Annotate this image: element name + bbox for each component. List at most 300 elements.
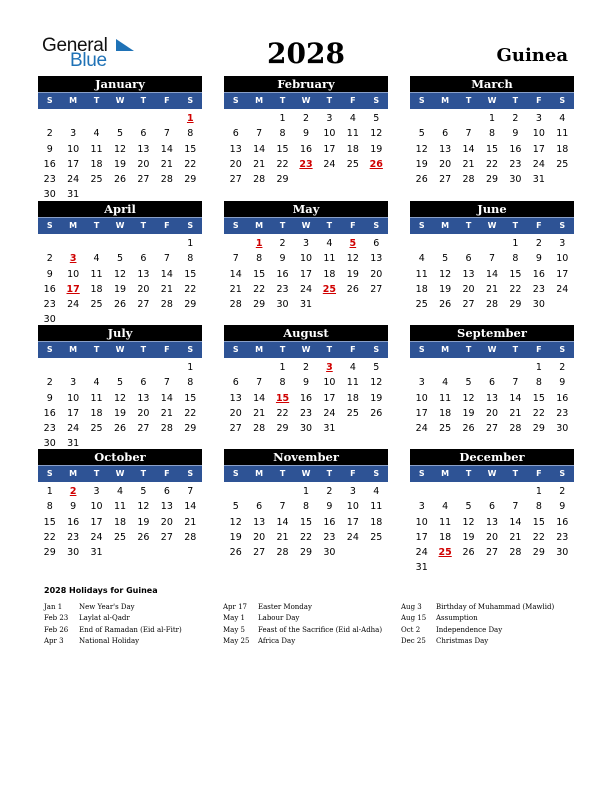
day-cell: 6	[232, 377, 239, 389]
weekday-label: T	[512, 221, 519, 230]
day-cell: 1	[279, 362, 286, 373]
holidays-title: 2028 Holidays for Guinea	[44, 586, 158, 595]
day-cell: 3	[93, 486, 100, 497]
day-cell: 28	[160, 299, 173, 311]
weekday-label: T	[326, 345, 333, 354]
weekday-header	[224, 217, 388, 234]
day-cell: 9	[46, 268, 53, 280]
day-cell: 12	[113, 143, 127, 155]
holiday-day: 3	[326, 362, 333, 373]
day-cell: 25	[113, 531, 127, 543]
month-title: September	[410, 325, 574, 341]
day-cell: 6	[465, 253, 472, 265]
day-cell: 12	[137, 501, 150, 513]
day-cell: 23	[509, 158, 522, 170]
day-cell: 27	[462, 299, 475, 311]
holiday-name: Easter Monday	[258, 603, 312, 611]
day-cell: 14	[509, 516, 522, 528]
day-cell: 20	[160, 516, 173, 528]
day-cell: 16	[67, 516, 80, 528]
day-cell: 27	[439, 174, 452, 186]
day-cell: 18	[439, 531, 452, 543]
day-cell: 10	[323, 377, 336, 389]
day-cell: 3	[326, 113, 333, 124]
month-title: November	[224, 449, 388, 465]
weekday-label: S	[187, 221, 194, 230]
day-cell: 6	[488, 377, 496, 389]
holiday-date: Apr 17	[223, 603, 248, 611]
day-cell: 2	[302, 113, 310, 124]
day-cell: 9	[559, 501, 566, 513]
day-cell: 7	[256, 377, 263, 389]
day-cell: 4	[418, 253, 425, 265]
day-cell: 29	[299, 547, 313, 559]
day-cell: 22	[184, 158, 197, 170]
day-cell: 22	[485, 158, 499, 170]
weekday-label: M	[255, 469, 264, 478]
day-cell: 17	[323, 143, 336, 155]
day-cell: 20	[485, 407, 499, 419]
day-cell: 28	[160, 174, 173, 186]
day-cell: 12	[462, 392, 475, 404]
day-cell: 15	[532, 516, 545, 528]
day-cell: 25	[90, 423, 103, 435]
day-cell: 16	[556, 392, 569, 404]
day-cell: 5	[373, 113, 380, 124]
day-cell: 25	[346, 407, 359, 419]
empty-cell	[433, 236, 456, 251]
day-cell: 30	[556, 423, 569, 435]
day-cell: 24	[532, 158, 545, 170]
day-cell: 22	[532, 531, 545, 543]
weekday-label: W	[115, 469, 125, 478]
day-cell: 27	[137, 423, 150, 435]
day-cell: 18	[323, 268, 336, 280]
month-february	[224, 76, 388, 187]
weekday-label: M	[441, 221, 450, 230]
empty-cell	[85, 360, 108, 375]
day-cell: 12	[439, 268, 452, 280]
day-cell: 4	[559, 113, 566, 124]
weekday-label: S	[418, 96, 425, 105]
holiday-day: 25	[438, 547, 452, 559]
empty-cell	[132, 236, 155, 251]
day-cell: 22	[184, 407, 197, 419]
weekday-label: F	[164, 221, 170, 230]
day-grid	[38, 111, 202, 203]
day-cell: 18	[439, 407, 452, 419]
day-cell: 26	[137, 531, 150, 543]
day-cell: 4	[442, 377, 449, 389]
day-cell: 21	[462, 158, 475, 170]
day-cell: 3	[418, 501, 425, 513]
day-cell: 28	[229, 299, 242, 311]
day-cell: 19	[462, 407, 475, 419]
day-cell: 11	[90, 268, 103, 280]
day-cell: 31	[532, 174, 545, 186]
day-cell: 28	[509, 547, 522, 559]
logo-general-text: General	[42, 35, 108, 56]
day-cell: 21	[253, 407, 266, 419]
weekday-header	[224, 92, 388, 109]
day-cell: 5	[116, 128, 124, 140]
day-cell: 4	[326, 238, 333, 249]
day-cell: 23	[43, 299, 56, 311]
holiday-date: May 1	[223, 614, 245, 623]
day-cell: 12	[415, 143, 428, 155]
day-cell: 24	[67, 174, 80, 186]
weekday-label: W	[487, 345, 497, 354]
day-cell: 5	[465, 501, 472, 513]
day-cell: 15	[253, 268, 266, 280]
day-cell: 14	[462, 143, 475, 155]
day-cell: 23	[556, 531, 569, 543]
day-cell: 8	[279, 128, 286, 140]
day-cell: 7	[256, 128, 263, 140]
day-cell: 2	[279, 238, 286, 249]
day-cell: 20	[253, 531, 266, 543]
day-cell: 31	[415, 562, 428, 574]
day-cell: 22	[253, 283, 266, 295]
day-cell: 7	[232, 253, 239, 265]
weekday-label: F	[536, 469, 542, 478]
day-grid	[224, 360, 388, 436]
holiday-name: Birthday of Muhammad (Mawlid)	[436, 603, 555, 611]
day-cell: 17	[556, 268, 569, 280]
holiday-day: 5	[349, 238, 357, 249]
day-cell: 2	[512, 113, 519, 124]
day-cell: 21	[253, 158, 266, 170]
weekday-label: M	[69, 469, 78, 478]
month-september	[410, 325, 574, 436]
day-cell: 5	[232, 501, 239, 513]
day-cell: 22	[509, 283, 522, 295]
month-october	[38, 449, 202, 560]
day-cell: 12	[370, 377, 383, 389]
day-cell: 12	[346, 253, 359, 265]
weekday-label: T	[279, 469, 286, 478]
day-cell: 29	[184, 174, 197, 186]
day-cell: 1	[535, 486, 542, 497]
day-cell: 6	[256, 501, 263, 513]
holiday-day: 23	[299, 158, 313, 170]
day-cell: 27	[253, 547, 266, 559]
empty-cell	[457, 484, 480, 499]
weekday-label: M	[69, 221, 78, 230]
day-cell: 13	[137, 143, 150, 155]
day-cell: 29	[532, 423, 545, 435]
weekday-header	[38, 465, 202, 482]
day-cell: 2	[559, 362, 566, 373]
empty-cell	[247, 360, 270, 375]
day-cell: 15	[184, 268, 197, 280]
day-cell: 16	[509, 143, 522, 155]
day-cell: 8	[512, 253, 519, 265]
day-cell: 9	[559, 377, 566, 389]
day-cell: 10	[67, 392, 80, 404]
day-cell: 11	[346, 128, 359, 140]
day-cell: 22	[184, 283, 197, 295]
day-cell: 23	[43, 423, 56, 435]
weekday-label: S	[559, 345, 566, 354]
day-cell: 9	[302, 377, 310, 389]
holiday-day: 25	[322, 283, 337, 295]
weekday-label: S	[46, 221, 53, 230]
day-cell: 8	[187, 128, 194, 140]
day-cell: 17	[415, 531, 428, 543]
day-cell: 13	[439, 143, 452, 155]
month-title: March	[410, 76, 574, 92]
holiday-date: Feb 23	[44, 614, 69, 623]
weekday-label: S	[373, 221, 380, 230]
day-cell: 20	[462, 283, 475, 295]
weekday-label: S	[559, 221, 566, 230]
day-cell: 9	[46, 392, 53, 404]
day-cell: 14	[485, 268, 499, 280]
weekday-label: T	[93, 221, 100, 230]
day-grid	[38, 360, 202, 452]
day-cell: 8	[302, 501, 310, 513]
day-cell: 29	[276, 423, 289, 435]
empty-cell	[38, 360, 61, 375]
holiday-date: Aug 3	[401, 603, 422, 611]
holiday-name: Assumption	[436, 614, 478, 623]
day-cell: 23	[556, 407, 569, 419]
holiday-name: Christmas Day	[436, 636, 489, 645]
day-grid	[410, 236, 574, 312]
day-cell: 1	[46, 486, 53, 497]
weekday-label: W	[301, 96, 311, 105]
day-cell: 16	[532, 268, 545, 280]
day-cell: 27	[229, 423, 242, 435]
day-cell: 17	[532, 143, 545, 155]
day-cell: 11	[323, 253, 336, 265]
weekday-label: W	[487, 469, 497, 478]
day-cell: 8	[187, 253, 194, 265]
empty-cell	[433, 360, 456, 375]
day-cell: 11	[113, 501, 127, 513]
day-cell: 24	[299, 283, 313, 295]
day-cell: 1	[302, 486, 310, 497]
empty-cell	[247, 484, 270, 499]
day-cell: 14	[160, 268, 173, 280]
day-grid	[38, 484, 202, 560]
day-cell: 13	[462, 268, 475, 280]
day-cell: 20	[229, 158, 242, 170]
day-cell: 22	[276, 407, 289, 419]
day-cell: 8	[187, 377, 194, 389]
day-cell: 20	[137, 283, 150, 295]
day-cell: 3	[70, 128, 77, 140]
day-cell: 28	[253, 174, 266, 186]
day-cell: 21	[160, 407, 173, 419]
weekday-label: T	[140, 469, 147, 478]
day-cell: 10	[299, 253, 313, 265]
day-cell: 29	[184, 299, 197, 311]
day-cell: 17	[346, 516, 359, 528]
day-cell: 22	[299, 531, 313, 543]
month-june	[410, 201, 574, 312]
day-cell: 25	[90, 299, 103, 311]
day-cell: 26	[462, 423, 475, 435]
day-cell: 24	[556, 283, 569, 295]
day-cell: 5	[465, 377, 472, 389]
logo-blue-text: Blue	[70, 50, 107, 71]
day-cell: 28	[462, 174, 475, 186]
empty-cell	[224, 360, 247, 375]
weekday-label: W	[301, 221, 311, 230]
day-cell: 8	[535, 501, 542, 513]
day-cell: 15	[184, 392, 197, 404]
day-cell: 23	[532, 283, 545, 295]
day-cell: 17	[90, 516, 103, 528]
day-cell: 21	[509, 531, 522, 543]
day-cell: 2	[302, 362, 310, 373]
empty-cell	[224, 236, 247, 251]
day-cell: 29	[509, 299, 522, 311]
day-cell: 25	[415, 299, 428, 311]
day-cell: 23	[67, 531, 80, 543]
day-cell: 18	[113, 516, 127, 528]
day-cell: 10	[323, 128, 336, 140]
month-title: July	[38, 325, 202, 341]
holiday-day: 26	[369, 158, 383, 170]
day-cell: 4	[93, 253, 100, 265]
day-cell: 21	[276, 531, 289, 543]
day-cell: 5	[373, 362, 380, 373]
weekday-label: S	[418, 345, 425, 354]
day-cell: 12	[229, 516, 242, 528]
day-cell: 20	[439, 158, 452, 170]
day-cell: 2	[535, 238, 542, 249]
day-cell: 10	[346, 501, 359, 513]
weekday-label: M	[69, 345, 78, 354]
day-cell: 28	[276, 547, 289, 559]
empty-cell	[480, 360, 503, 375]
day-cell: 27	[485, 547, 499, 559]
day-cell: 14	[253, 392, 266, 404]
day-cell: 5	[442, 253, 449, 265]
month-title: February	[224, 76, 388, 92]
weekday-label: T	[279, 345, 286, 354]
weekday-label: F	[350, 469, 356, 478]
empty-cell	[61, 236, 84, 251]
holiday-date: May 5	[223, 625, 245, 634]
holiday-date: Oct 2	[401, 625, 421, 634]
day-cell: 16	[299, 143, 313, 155]
day-cell: 18	[370, 516, 383, 528]
weekday-label: T	[140, 345, 147, 354]
day-cell: 29	[43, 547, 56, 559]
day-cell: 13	[485, 516, 499, 528]
holiday-name: National Holiday	[79, 636, 140, 645]
day-cell: 28	[253, 423, 266, 435]
day-cell: 11	[346, 377, 359, 389]
day-cell: 12	[113, 268, 127, 280]
day-cell: 29	[253, 299, 266, 311]
day-cell: 11	[439, 392, 452, 404]
weekday-label: T	[465, 345, 472, 354]
empty-cell	[504, 484, 527, 499]
day-cell: 10	[67, 268, 80, 280]
day-cell: 6	[232, 128, 239, 140]
day-cell: 25	[346, 158, 359, 170]
day-cell: 12	[113, 392, 127, 404]
day-cell: 4	[93, 377, 100, 389]
day-cell: 22	[43, 531, 56, 543]
holiday-name: End of Ramadan (Eid al-Fitr)	[79, 625, 182, 634]
day-cell: 14	[229, 268, 242, 280]
year-title: 2028	[267, 37, 345, 70]
day-cell: 7	[163, 377, 170, 389]
day-cell: 14	[160, 392, 173, 404]
day-cell: 29	[485, 174, 499, 186]
day-cell: 23	[276, 283, 289, 295]
day-cell: 24	[323, 158, 336, 170]
day-cell: 3	[302, 238, 310, 249]
day-cell: 7	[488, 253, 496, 265]
holiday-name: Africa Day	[258, 636, 296, 645]
day-cell: 11	[415, 268, 428, 280]
day-cell: 1	[187, 362, 194, 373]
day-cell: 17	[67, 158, 80, 170]
month-may	[224, 201, 388, 312]
day-cell: 21	[509, 407, 522, 419]
weekday-label: F	[164, 345, 170, 354]
day-cell: 14	[253, 143, 266, 155]
weekday-label: T	[93, 96, 100, 105]
day-cell: 13	[160, 501, 173, 513]
day-cell: 15	[509, 268, 522, 280]
day-cell: 6	[373, 238, 380, 249]
day-cell: 26	[346, 283, 359, 295]
empty-cell	[108, 236, 131, 251]
weekday-header	[410, 465, 574, 482]
day-cell: 19	[415, 158, 428, 170]
weekday-label: T	[93, 345, 100, 354]
empty-cell	[155, 111, 178, 126]
weekday-label: W	[487, 221, 497, 230]
empty-cell	[155, 360, 178, 375]
day-cell: 10	[67, 143, 80, 155]
day-cell: 2	[326, 486, 333, 497]
empty-cell	[108, 360, 131, 375]
day-cell: 9	[279, 253, 286, 265]
day-cell: 4	[442, 501, 449, 513]
day-cell: 14	[276, 516, 289, 528]
holiday-day: 1	[186, 113, 194, 124]
day-cell: 20	[370, 268, 383, 280]
weekday-label: W	[301, 345, 311, 354]
day-cell: 8	[488, 128, 496, 140]
day-cell: 18	[556, 143, 569, 155]
weekday-label: W	[301, 469, 311, 478]
day-cell: 1	[488, 113, 496, 124]
weekday-header	[410, 217, 574, 234]
day-cell: 28	[160, 423, 173, 435]
day-cell: 2	[46, 128, 53, 140]
empty-cell	[155, 236, 178, 251]
day-cell: 19	[370, 392, 383, 404]
day-cell: 30	[276, 299, 289, 311]
empty-cell	[38, 236, 61, 251]
day-grid	[224, 111, 388, 187]
weekday-label: S	[418, 221, 425, 230]
month-title: December	[410, 449, 574, 465]
day-cell: 25	[439, 423, 452, 435]
weekday-header	[38, 92, 202, 109]
day-cell: 8	[46, 501, 53, 513]
